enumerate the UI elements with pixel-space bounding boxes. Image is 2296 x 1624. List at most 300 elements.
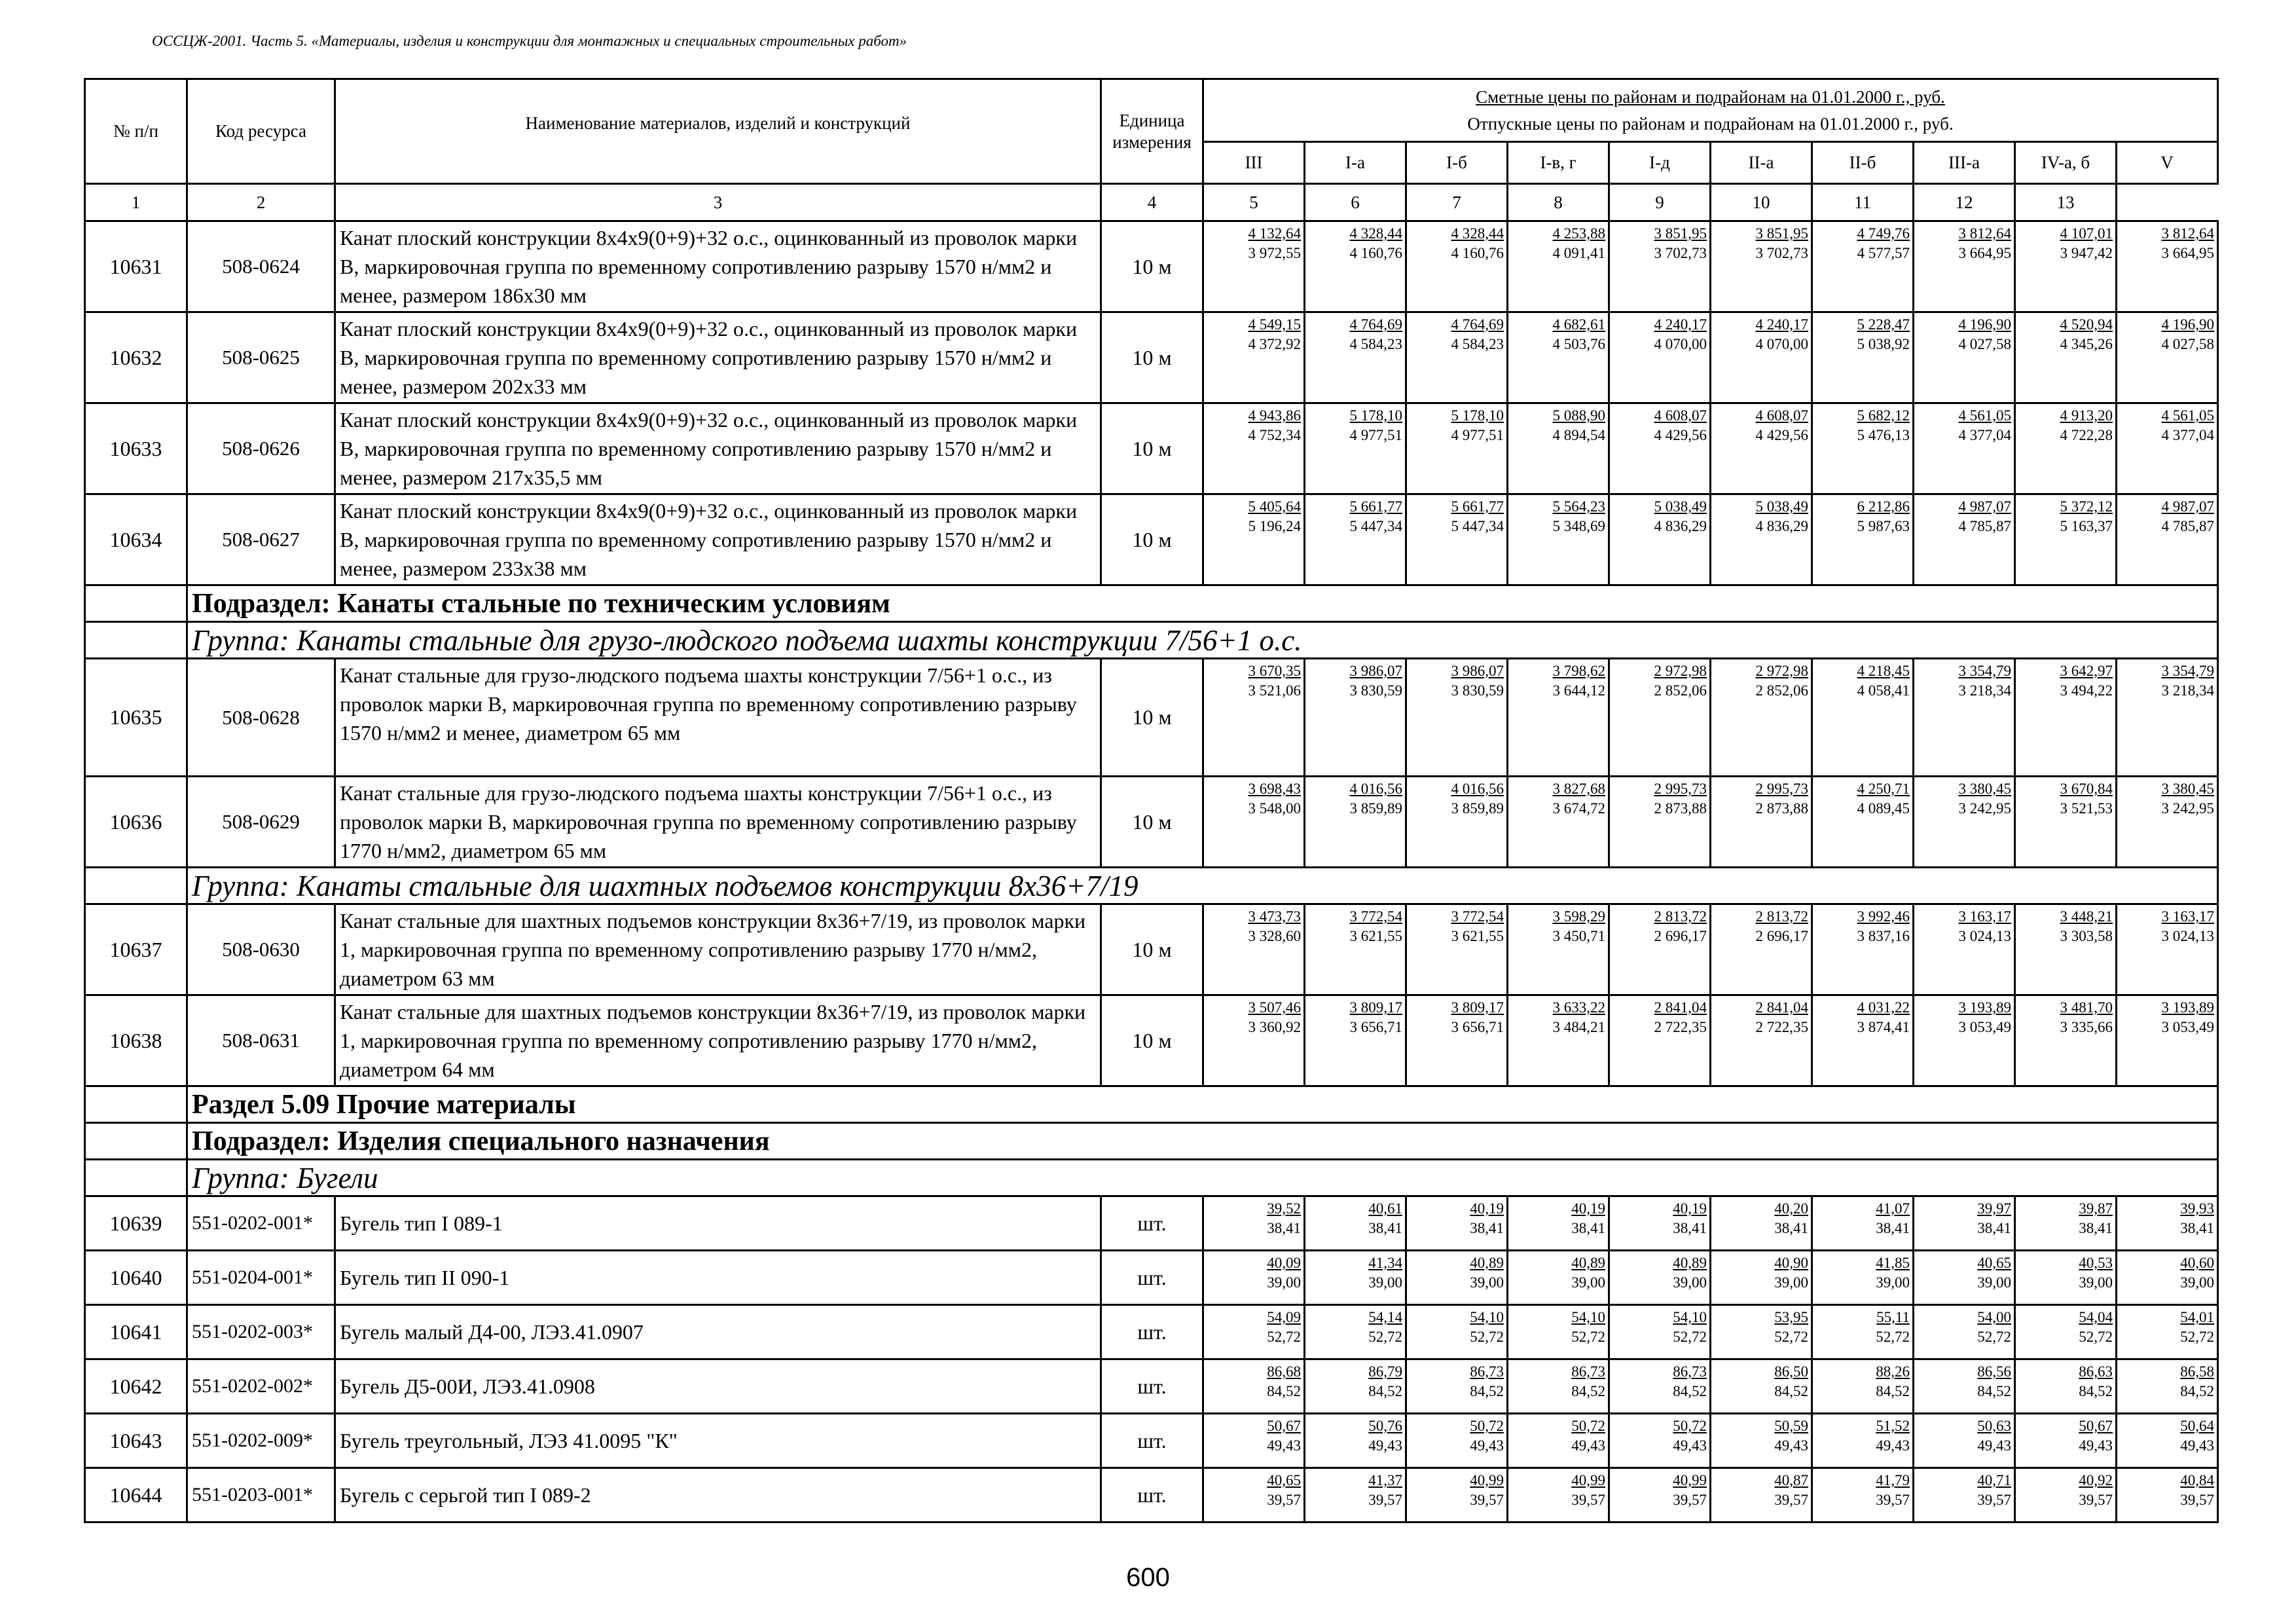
estimate-price: 3 986,07	[1451, 663, 1504, 679]
release-price: 39,57	[1977, 1492, 2011, 1508]
price-cell	[1711, 1468, 1812, 1522]
price-cell	[1711, 1196, 1812, 1251]
estimate-price: 86,73	[1673, 1363, 1707, 1380]
release-price: 39,57	[1774, 1492, 1808, 1508]
estimate-price: 5 038,49	[1755, 498, 1808, 515]
price-cell	[1406, 995, 1508, 1086]
release-price: 3 656,71	[1349, 1019, 1402, 1035]
release-price: 3 328,60	[1248, 928, 1301, 944]
price-cell	[1508, 221, 1609, 312]
row-number: 10634	[85, 494, 187, 585]
price-cell	[1609, 494, 1711, 585]
release-price: 2 696,17	[1654, 928, 1707, 944]
estimate-price: 3 670,84	[2060, 781, 2113, 797]
estimate-price: 3 193,89	[1958, 999, 2011, 1016]
estimate-price: 40,87	[1774, 1472, 1808, 1488]
price-cell	[1914, 1251, 2015, 1305]
estimate-price: 5 682,12	[1857, 407, 1910, 424]
price-cell	[1203, 904, 1305, 995]
header-prices	[1203, 79, 2218, 142]
release-price: 2 852,06	[1755, 682, 1808, 699]
price-cell	[1609, 904, 1711, 995]
region-header: V	[2117, 142, 2218, 184]
group-heading-row	[85, 622, 2218, 659]
release-price: 3 360,92	[1248, 1019, 1301, 1035]
table-row	[85, 1251, 2218, 1305]
heading-spacer	[85, 1123, 187, 1160]
release-price: 38,41	[1977, 1220, 2011, 1236]
price-cell	[1609, 312, 1711, 403]
table-row	[85, 221, 2218, 312]
price-cell	[1406, 1305, 1508, 1359]
release-price: 39,57	[1571, 1492, 1605, 1508]
price-cell	[1305, 659, 1406, 777]
estimate-price: 54,10	[1470, 1309, 1504, 1325]
material-name: Канат стальные для шахтных подъемов конструкции 8х36+7/19, из проволок марки 1, маркировочная группа по временному сопротивлению разрыву 1770 н/мм2, диаметром 63 мм	[335, 904, 1101, 995]
price-cell	[2117, 403, 2218, 494]
price-cell	[1305, 1468, 1406, 1522]
price-cell	[1711, 1414, 1812, 1468]
release-price: 3 303,58	[2060, 928, 2113, 944]
price-cell	[1305, 777, 1406, 868]
release-price: 5 447,34	[1451, 518, 1504, 534]
release-price: 39,00	[1368, 1274, 1402, 1291]
release-price: 3 837,16	[1857, 928, 1910, 944]
release-price: 3 874,41	[1857, 1019, 1910, 1035]
release-price: 38,41	[1774, 1220, 1808, 1236]
material-name: Канат плоский конструкции 8х4х9(0+9)+32 о.с., оцинкованный из проволок марки В, маркировочная группа по временному сопротивлению разрыву 1570 н/мм2 и менее, размером 202х33 мм	[335, 312, 1101, 403]
estimate-price: 40,99	[1673, 1472, 1707, 1488]
price-cell	[1305, 494, 1406, 585]
row-number: 10640	[85, 1251, 187, 1305]
column-number-row	[85, 184, 2218, 221]
release-price: 39,57	[2180, 1492, 2214, 1508]
release-price: 39,00	[1977, 1274, 2011, 1291]
release-price: 38,41	[1876, 1220, 1910, 1236]
price-cell	[1508, 1196, 1609, 1251]
price-cell	[1914, 904, 2015, 995]
price-cell	[1812, 777, 1914, 868]
release-price: 5 038,92	[1857, 336, 1910, 352]
estimate-price: 50,59	[1774, 1418, 1808, 1434]
release-price: 3 335,66	[2060, 1019, 2113, 1035]
region-header: III	[1203, 142, 1305, 184]
price-cell	[1203, 1305, 1305, 1359]
estimate-price: 5 178,10	[1349, 407, 1402, 424]
row-number: 10641	[85, 1305, 187, 1359]
table-row	[85, 659, 2218, 777]
price-cell	[2117, 777, 2218, 868]
row-number: 10636	[85, 777, 187, 868]
price-cell	[1812, 1359, 1914, 1414]
estimate-price: 4 196,90	[2161, 316, 2214, 333]
row-number: 10639	[85, 1196, 187, 1251]
price-cell	[1203, 1196, 1305, 1251]
release-price: 38,41	[1368, 1220, 1402, 1236]
price-cell	[1508, 403, 1609, 494]
release-price: 2 852,06	[1654, 682, 1707, 699]
column-number: 13	[2015, 184, 2117, 221]
release-price: 52,72	[1673, 1329, 1707, 1345]
estimate-price: 4 764,69	[1451, 316, 1504, 333]
resource-code: 508-0630	[187, 904, 335, 995]
price-cell	[1711, 659, 1812, 777]
price-cell	[2117, 1359, 2218, 1414]
material-name: Бугель с серьгой тип I 089-2	[335, 1468, 1101, 1522]
estimate-price: 50,72	[1673, 1418, 1707, 1434]
release-price: 49,43	[1977, 1437, 2011, 1454]
release-price: 3 450,71	[1552, 928, 1605, 944]
price-cell	[1812, 1251, 1914, 1305]
price-cell	[1914, 494, 2015, 585]
price-cell	[1508, 777, 1609, 868]
price-cell	[1711, 494, 1812, 585]
estimate-price: 4 328,44	[1451, 225, 1504, 242]
price-cell	[1406, 1251, 1508, 1305]
estimate-price: 4 253,88	[1552, 225, 1605, 242]
release-price: 39,57	[1470, 1492, 1504, 1508]
release-price: 38,41	[1470, 1220, 1504, 1236]
release-price: 3 024,13	[2161, 928, 2214, 944]
row-number: 10638	[85, 995, 187, 1086]
unit: 10 м	[1101, 494, 1203, 585]
release-price: 52,72	[1571, 1329, 1605, 1345]
price-cell	[1711, 1251, 1812, 1305]
row-number: 10643	[85, 1414, 187, 1468]
unit: 10 м	[1101, 221, 1203, 312]
row-number: 10633	[85, 403, 187, 494]
column-number: 4	[1101, 184, 1203, 221]
estimate-price: 3 827,68	[1552, 781, 1605, 797]
price-cell	[1203, 995, 1305, 1086]
section-heading: Подраздел: Изделия специального назначения	[187, 1123, 2218, 1160]
resource-code: 508-0629	[187, 777, 335, 868]
release-price: 39,57	[1368, 1492, 1402, 1508]
price-cell	[1812, 1414, 1914, 1468]
estimate-price: 40,65	[1267, 1472, 1301, 1488]
price-cell	[1609, 1196, 1711, 1251]
estimate-price: 40,19	[1673, 1200, 1707, 1217]
price-cell	[1609, 659, 1711, 777]
price-cell	[1508, 494, 1609, 585]
estimate-price: 50,67	[2079, 1418, 2113, 1434]
estimate-price: 4 328,44	[1349, 225, 1402, 242]
material-name: Бугель тип I 089-1	[335, 1196, 1101, 1251]
price-cell	[1609, 1468, 1711, 1522]
price-cell	[1812, 995, 1914, 1086]
table-row	[85, 494, 2218, 585]
estimate-price: 4 561,05	[1958, 407, 2011, 424]
price-cell	[1914, 1414, 2015, 1468]
price-cell	[1812, 221, 1914, 312]
unit: шт.	[1101, 1251, 1203, 1305]
price-cell	[1711, 1359, 1812, 1414]
estimate-price: 39,97	[1977, 1200, 2011, 1217]
price-cell	[1609, 995, 1711, 1086]
estimate-price: 3 851,95	[1755, 225, 1808, 242]
resource-code: 551-0202-009*	[187, 1414, 335, 1468]
price-cell	[2117, 1305, 2218, 1359]
region-header: IV-а, б	[2015, 142, 2117, 184]
price-cell	[1406, 1414, 1508, 1468]
estimate-price: 4 016,56	[1451, 781, 1504, 797]
section-heading: Раздел 5.09 Прочие материалы	[187, 1086, 2218, 1123]
estimate-price: 3 354,79	[1958, 663, 2011, 679]
release-price: 84,52	[1470, 1383, 1504, 1399]
estimate-price: 3 633,22	[1552, 999, 1605, 1016]
price-cell	[2015, 494, 2117, 585]
resource-code: 551-0203-001*	[187, 1468, 335, 1522]
release-price: 49,43	[2180, 1437, 2214, 1454]
row-number: 10631	[85, 221, 187, 312]
estimate-price: 5 088,90	[1552, 407, 1605, 424]
price-cell	[1812, 494, 1914, 585]
release-price: 39,00	[1470, 1274, 1504, 1291]
release-price: 3 621,55	[1451, 928, 1504, 944]
release-price: 39,57	[1267, 1492, 1301, 1508]
column-number: 8	[1508, 184, 1609, 221]
estimate-price: 50,72	[1571, 1418, 1605, 1434]
estimate-price: 86,73	[1571, 1363, 1605, 1380]
price-cell	[2015, 403, 2117, 494]
estimate-price: 3 851,95	[1654, 225, 1707, 242]
estimate-price: 2 841,04	[1755, 999, 1808, 1016]
price-cell	[1711, 777, 1812, 868]
estimate-price: 4 987,07	[2161, 498, 2214, 515]
price-cell	[1914, 995, 2015, 1086]
release-price: 49,43	[1673, 1437, 1707, 1454]
resource-code: 508-0626	[187, 403, 335, 494]
price-cell	[1305, 995, 1406, 1086]
estimate-price: 2 995,73	[1755, 781, 1808, 797]
release-price: 84,52	[1571, 1383, 1605, 1399]
release-price: 3 859,89	[1349, 800, 1402, 817]
price-cell	[1406, 1359, 1508, 1414]
estimate-price: 5 228,47	[1857, 316, 1910, 333]
estimate-price: 3 481,70	[2060, 999, 2113, 1016]
price-cell	[1508, 1414, 1609, 1468]
release-price: 39,00	[1876, 1274, 1910, 1291]
estimate-price: 40,99	[1571, 1472, 1605, 1488]
release-price: 84,52	[2079, 1383, 2113, 1399]
price-cell	[1203, 1251, 1305, 1305]
column-number: 11	[1812, 184, 1914, 221]
material-name: Канат стальные для грузо-людского подъема шахты конструкции 7/56+1 о.с., из проволок марки В, маркировочная группа по временному сопротивлению разрыву 1770 н/мм2, диаметром 65 мм	[335, 777, 1101, 868]
estimate-price: 2 813,72	[1755, 908, 1808, 925]
release-price: 4 785,87	[1958, 518, 2011, 534]
price-cell	[1305, 1305, 1406, 1359]
release-price: 4 372,92	[1248, 336, 1301, 352]
price-cell	[2117, 1196, 2218, 1251]
table-row	[85, 403, 2218, 494]
unit: 10 м	[1101, 995, 1203, 1086]
estimate-price: 3 380,45	[2161, 781, 2214, 797]
resource-code: 551-0204-001*	[187, 1251, 335, 1305]
price-cell	[1914, 1196, 2015, 1251]
release-price: 84,52	[2180, 1383, 2214, 1399]
estimate-price: 40,84	[2180, 1472, 2214, 1488]
estimate-price: 5 405,64	[1248, 498, 1301, 515]
estimate-price: 54,10	[1571, 1309, 1605, 1325]
estimate-price: 86,56	[1977, 1363, 2011, 1380]
release-price: 4 977,51	[1451, 427, 1504, 443]
release-price: 38,41	[1571, 1220, 1605, 1236]
estimate-price: 40,60	[2180, 1255, 2214, 1271]
release-price: 4 722,28	[2060, 427, 2113, 443]
estimate-price: 3 163,17	[2161, 908, 2214, 925]
release-price: 3 218,34	[2161, 682, 2214, 699]
estimate-price: 4 608,07	[1654, 407, 1707, 424]
estimate-price: 5 661,77	[1451, 498, 1504, 515]
price-cell	[1508, 1468, 1609, 1522]
price-cell	[1609, 221, 1711, 312]
release-price: 39,57	[2079, 1492, 2113, 1508]
price-cell	[1406, 659, 1508, 777]
price-table	[84, 78, 2219, 1523]
estimate-price: 53,95	[1774, 1309, 1808, 1325]
estimate-price: 54,01	[2180, 1309, 2214, 1325]
estimate-price: 3 598,29	[1552, 908, 1605, 925]
estimate-price: 86,79	[1368, 1363, 1402, 1380]
estimate-price: 86,63	[2079, 1363, 2113, 1380]
estimate-price: 88,26	[1876, 1363, 1910, 1380]
release-price: 5 348,69	[1552, 518, 1605, 534]
estimate-price: 4 016,56	[1349, 781, 1402, 797]
estimate-price: 40,89	[1673, 1255, 1707, 1271]
estimate-price: 3 812,64	[2161, 225, 2214, 242]
release-price: 4 345,26	[2060, 336, 2113, 352]
release-price: 84,52	[1267, 1383, 1301, 1399]
region-header: III-а	[1914, 142, 2015, 184]
release-price: 3 521,53	[2060, 800, 2113, 817]
estimate-price: 4 764,69	[1349, 316, 1402, 333]
estimate-price: 40,71	[1977, 1472, 2011, 1488]
release-price: 38,41	[2079, 1220, 2113, 1236]
material-name: Канат стальные для грузо-людского подъема шахты конструкции 7/56+1 о.с., из проволок марки В, маркировочная группа по временному сопротивлению разрыву 1570 н/мм2 и менее, диаметром 65 мм	[335, 659, 1101, 777]
price-cell	[2117, 494, 2218, 585]
price-cell	[2117, 221, 2218, 312]
price-cell	[1914, 221, 2015, 312]
release-price: 4 752,34	[1248, 427, 1301, 443]
release-price: 2 873,88	[1755, 800, 1808, 817]
header-name: Наименование материалов, изделий и конструкций	[335, 79, 1101, 184]
estimate-price: 3 507,46	[1248, 999, 1301, 1016]
estimate-price: 4 240,17	[1755, 316, 1808, 333]
release-price: 4 089,45	[1857, 800, 1910, 817]
unit: 10 м	[1101, 403, 1203, 494]
release-price: 3 548,00	[1248, 800, 1301, 817]
release-price: 3 830,59	[1349, 682, 1402, 699]
price-cell	[2015, 1414, 2117, 1468]
release-price: 4 058,41	[1857, 682, 1910, 699]
row-number: 10637	[85, 904, 187, 995]
estimate-price: 54,09	[1267, 1309, 1301, 1325]
estimate-price: 3 670,35	[1248, 663, 1301, 679]
header-unit: Единица измерения	[1101, 79, 1203, 184]
estimate-price: 40,89	[1571, 1255, 1605, 1271]
price-cell	[1609, 1305, 1711, 1359]
release-price: 4 160,76	[1349, 245, 1402, 261]
price-cell	[1203, 1468, 1305, 1522]
estimate-price: 86,50	[1774, 1363, 1808, 1380]
release-price: 5 987,63	[1857, 518, 1910, 534]
price-cell	[1812, 904, 1914, 995]
table-row	[85, 995, 2218, 1086]
estimate-price: 41,79	[1876, 1472, 1910, 1488]
estimate-price: 2 813,72	[1654, 908, 1707, 925]
price-cell	[1305, 312, 1406, 403]
release-price: 3 702,73	[1654, 245, 1707, 261]
resource-code: 551-0202-001*	[187, 1196, 335, 1251]
release-price: 4 429,56	[1755, 427, 1808, 443]
release-price: 2 696,17	[1755, 928, 1808, 944]
price-cell	[1508, 1305, 1609, 1359]
material-name: Бугель тип II 090-1	[335, 1251, 1101, 1305]
estimate-price: 3 772,54	[1451, 908, 1504, 925]
estimate-price: 3 812,64	[1958, 225, 2011, 242]
header-prices-line2: Отпускные цены по районам и подрайонам на 01.01.2000 г., руб.	[1467, 113, 1954, 134]
release-price: 2 722,35	[1654, 1019, 1707, 1035]
price-cell	[1609, 777, 1711, 868]
header-np: № п/п	[85, 79, 187, 184]
release-price: 4 070,00	[1654, 336, 1707, 352]
group-heading: Группа: Канаты стальные для шахтных подъемов конструкции 8х36+7/19	[187, 868, 2218, 904]
release-price: 49,43	[1267, 1437, 1301, 1454]
material-name: Канат плоский конструкции 8х4х9(0+9)+32 о.с., оцинкованный из проволок марки В, маркировочная группа по временному сопротивлению разрыву 1570 н/мм2 и менее, размером 186х30 мм	[335, 221, 1101, 312]
price-cell	[2117, 1251, 2218, 1305]
price-cell	[2117, 904, 2218, 995]
price-cell	[2015, 1468, 2117, 1522]
header-code: Код ресурса	[187, 79, 335, 184]
price-cell	[1508, 1359, 1609, 1414]
price-cell	[1914, 659, 2015, 777]
page-number: 600	[1126, 1563, 1170, 1592]
release-price: 39,57	[1673, 1492, 1707, 1508]
unit: шт.	[1101, 1468, 1203, 1522]
release-price: 38,41	[1673, 1220, 1707, 1236]
release-price: 3 674,72	[1552, 800, 1605, 817]
estimate-price: 4 608,07	[1755, 407, 1808, 424]
material-name: Бугель Д5-00И, ЛЭЗ.41.0908	[335, 1359, 1101, 1414]
table-body	[85, 221, 2218, 1522]
release-price: 39,00	[2079, 1274, 2113, 1291]
resource-code: 508-0627	[187, 494, 335, 585]
table-row	[85, 904, 2218, 995]
price-cell	[2015, 995, 2117, 1086]
price-cell	[1305, 1196, 1406, 1251]
release-price: 4 070,00	[1755, 336, 1808, 352]
price-cell	[1203, 312, 1305, 403]
region-header: I-а	[1305, 142, 1406, 184]
estimate-price: 4 943,86	[1248, 407, 1301, 424]
price-cell	[1203, 221, 1305, 312]
estimate-price: 40,92	[2079, 1472, 2113, 1488]
price-cell	[1711, 403, 1812, 494]
estimate-price: 54,14	[1368, 1309, 1402, 1325]
release-price: 52,72	[2180, 1329, 2214, 1345]
release-price: 39,57	[1876, 1492, 1910, 1508]
price-cell	[2015, 659, 2117, 777]
estimate-price: 40,99	[1470, 1472, 1504, 1488]
column-number: 12	[1914, 184, 2015, 221]
price-cell	[1305, 221, 1406, 312]
price-cell	[1406, 1468, 1508, 1522]
material-name: Канат плоский конструкции 8х4х9(0+9)+32 о.с., оцинкованный из проволок марки В, маркировочная группа по временному сопротивлению разрыву 1570 н/мм2 и менее, размером 233х38 мм	[335, 494, 1101, 585]
price-cell	[1914, 777, 2015, 868]
release-price: 4 894,54	[1552, 427, 1605, 443]
table-row	[85, 1359, 2218, 1414]
material-name: Канат плоский конструкции 8х4х9(0+9)+32 о.с., оцинкованный из проволок марки В, маркировочная группа по временному сопротивлению разрыву 1570 н/мм2 и менее, размером 217х35,5 мм	[335, 403, 1101, 494]
